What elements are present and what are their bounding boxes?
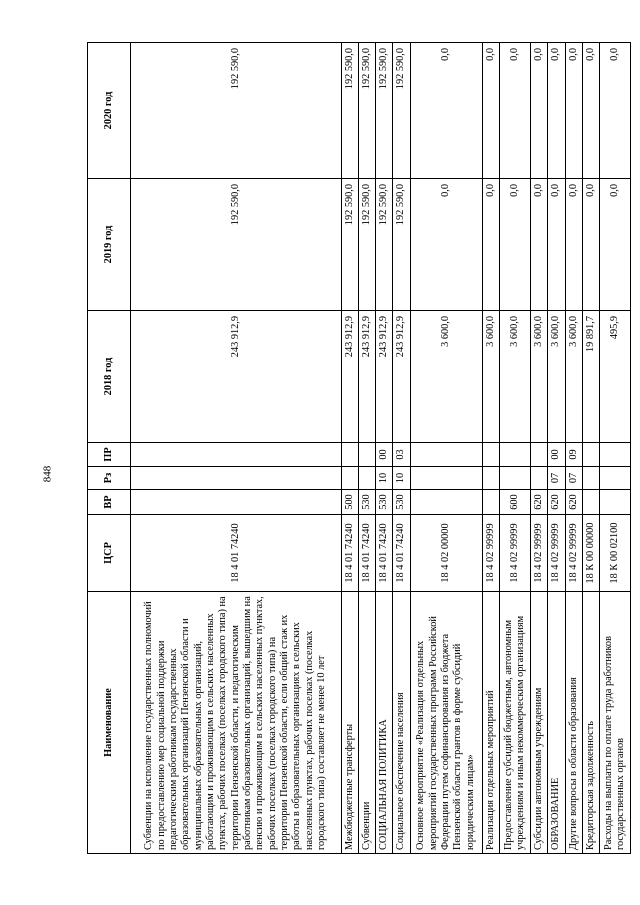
- cell-rz: [341, 467, 358, 490]
- cell-2020: 0,0: [500, 43, 531, 179]
- cell-2019: 192 590,0: [131, 179, 342, 311]
- cell-pr: [358, 443, 375, 467]
- cell-pr: [341, 443, 358, 467]
- cell-rz: [531, 467, 548, 490]
- cell-2020: 0,0: [410, 43, 482, 179]
- cell-2018: 3 600,0: [483, 311, 500, 443]
- header-csr: ЦСР: [88, 515, 131, 592]
- cell-vr: 620: [548, 490, 565, 515]
- cell-2020: 0,0: [582, 43, 599, 179]
- cell-vr: 620: [531, 490, 548, 515]
- cell-2018: 243 912,9: [393, 311, 410, 443]
- cell-pr: [131, 443, 342, 467]
- cell-name: Субсидии автономным учреждениям: [531, 592, 548, 854]
- cell-rz: [410, 467, 482, 490]
- cell-2020: 192 590,0: [393, 43, 410, 179]
- cell-2018: 243 912,9: [341, 311, 358, 443]
- cell-rz: 07: [565, 467, 582, 490]
- cell-csr: 18 К 00 02100: [599, 515, 630, 592]
- cell-2019: 0,0: [565, 179, 582, 311]
- cell-2019: 192 590,0: [358, 179, 375, 311]
- cell-2020: 0,0: [565, 43, 582, 179]
- header-name: Наименование: [88, 592, 131, 854]
- cell-name: Субвенции: [358, 592, 375, 854]
- table-row: [131, 43, 342, 854]
- budget-table: [87, 42, 631, 854]
- cell-csr: 18 4 01 74240: [131, 515, 342, 592]
- cell-2018: 3 600,0: [548, 311, 565, 443]
- cell-2019: 192 590,0: [393, 179, 410, 311]
- cell-2020: 192 590,0: [131, 43, 342, 179]
- cell-pr: [483, 443, 500, 467]
- cell-csr: 18 4 02 99999: [548, 515, 565, 592]
- cell-2018: 495,9: [599, 311, 630, 443]
- cell-vr: 530: [358, 490, 375, 515]
- cell-2018: 3 600,0: [565, 311, 582, 443]
- table-row: [531, 43, 548, 854]
- cell-2020: 0,0: [548, 43, 565, 179]
- cell-rz: [483, 467, 500, 490]
- cell-2018: 3 600,0: [500, 311, 531, 443]
- cell-pr: [531, 443, 548, 467]
- cell-name: Расходы на выплаты по оплате труда работников государственных органов: [599, 592, 630, 854]
- cell-name: Другие вопросы в области образования: [565, 592, 582, 854]
- cell-name: Субвенции на исполнение государственных полномочий по предоставлению мер социальной поддержки педагогическим работникам государственных образовательных организаций Пензенской области и муниципальных образовательных организаций, работающим и проживающим в сельских населенных пунктах, рабочих поселках (поселках городского типа) на территории Пензенской области, и педагогическим работникам образовательных организаций, вышедшим на пенсию и проживающим в сельских населенных пунктах, рабочих поселках (поселках городского типа) на территории Пензенской области, если общий стаж их работы в образовательных организациях в сельских населенных пунктах, рабочих поселках (поселках городского типа) составляет не менее 10 лет: [131, 592, 342, 854]
- cell-csr: 18 4 01 74240: [393, 515, 410, 592]
- cell-csr: 18 К 00 00000: [582, 515, 599, 592]
- cell-2018: 3 600,0: [531, 311, 548, 443]
- table-row: [410, 43, 482, 854]
- cell-2019: 0,0: [483, 179, 500, 311]
- cell-pr: 00: [548, 443, 565, 467]
- cell-csr: 18 4 02 99999: [565, 515, 582, 592]
- cell-pr: [599, 443, 630, 467]
- header-rz: Рз: [88, 467, 131, 490]
- cell-pr: 09: [565, 443, 582, 467]
- header-2019: 2019 год: [88, 179, 131, 311]
- cell-2019: 192 590,0: [376, 179, 393, 311]
- header-2018: 2018 год: [88, 311, 131, 443]
- table-row: [376, 43, 393, 854]
- table-row: [358, 43, 375, 854]
- table-row: [500, 43, 531, 854]
- table-row: [599, 43, 630, 854]
- cell-csr: 18 4 02 99999: [531, 515, 548, 592]
- cell-2020: 192 590,0: [341, 43, 358, 179]
- cell-name: Социальное обеспечение населения: [393, 592, 410, 854]
- table-row: [582, 43, 599, 854]
- cell-vr: 500: [341, 490, 358, 515]
- cell-pr: 00: [376, 443, 393, 467]
- cell-rz: [500, 467, 531, 490]
- cell-vr: [131, 490, 342, 515]
- cell-rz: 07: [548, 467, 565, 490]
- header-pr: ПР: [88, 443, 131, 467]
- cell-vr: [410, 490, 482, 515]
- cell-csr: 18 4 01 74240: [341, 515, 358, 592]
- table-row: [393, 43, 410, 854]
- cell-vr: 530: [376, 490, 393, 515]
- cell-2020: 0,0: [599, 43, 630, 179]
- cell-2019: 0,0: [500, 179, 531, 311]
- table-row: [548, 43, 565, 854]
- cell-csr: 18 4 01 74240: [358, 515, 375, 592]
- cell-name: ОБРАЗОВАНИЕ: [548, 592, 565, 854]
- cell-name: Основное мероприятие «Реализация отдельных мероприятий государственных программ Российской Федерации путем софинансирования из бюджета Пензенской области грантов в форме субсидий юридическим лицам»: [410, 592, 482, 854]
- cell-2019: 0,0: [599, 179, 630, 311]
- cell-name: Межбюджетные трансферты: [341, 592, 358, 854]
- cell-rz: [582, 467, 599, 490]
- cell-2019: 0,0: [531, 179, 548, 311]
- table-row: [341, 43, 358, 854]
- cell-csr: 18 4 02 00000: [410, 515, 482, 592]
- cell-name: СОЦИАЛЬНАЯ ПОЛИТИКА: [376, 592, 393, 854]
- cell-vr: [582, 490, 599, 515]
- table-row: [483, 43, 500, 854]
- cell-2019: 0,0: [582, 179, 599, 311]
- cell-2020: 192 590,0: [358, 43, 375, 179]
- cell-2019: 192 590,0: [341, 179, 358, 311]
- cell-2018: 19 891,7: [582, 311, 599, 443]
- cell-vr: 620: [565, 490, 582, 515]
- cell-rz: [599, 467, 630, 490]
- cell-csr: 18 4 01 74240: [376, 515, 393, 592]
- cell-2020: 192 590,0: [376, 43, 393, 179]
- cell-vr: [483, 490, 500, 515]
- cell-rz: 10: [393, 467, 410, 490]
- cell-rz: [358, 467, 375, 490]
- cell-csr: 18 4 02 99999: [500, 515, 531, 592]
- header-vr: ВР: [88, 490, 131, 515]
- cell-rz: [131, 467, 342, 490]
- cell-vr: 530: [393, 490, 410, 515]
- table-row: [565, 43, 582, 854]
- cell-vr: 600: [500, 490, 531, 515]
- cell-2019: 0,0: [410, 179, 482, 311]
- cell-name: Реализация отдельных мероприятий: [483, 592, 500, 854]
- page-number: 848: [41, 465, 54, 483]
- cell-2018: 243 912,9: [376, 311, 393, 443]
- cell-csr: 18 4 02 99999: [483, 515, 500, 592]
- cell-pr: [500, 443, 531, 467]
- cell-vr: [599, 490, 630, 515]
- cell-pr: 03: [393, 443, 410, 467]
- cell-2018: 3 600,0: [410, 311, 482, 443]
- cell-pr: [410, 443, 482, 467]
- cell-2018: 243 912,9: [358, 311, 375, 443]
- cell-name: Кредиторская задолженность: [582, 592, 599, 854]
- cell-2019: 0,0: [548, 179, 565, 311]
- cell-2020: 0,0: [483, 43, 500, 179]
- header-2020: 2020 год: [88, 43, 131, 179]
- cell-rz: 10: [376, 467, 393, 490]
- rotated-table-container: [87, 43, 631, 854]
- header-row: [88, 43, 131, 854]
- cell-2018: 243 912,9: [131, 311, 342, 443]
- cell-2020: 0,0: [531, 43, 548, 179]
- cell-pr: [582, 443, 599, 467]
- cell-name: Предоставление субсидий бюджетным, автономным учреждениям и иным некоммерческим организациям: [500, 592, 531, 854]
